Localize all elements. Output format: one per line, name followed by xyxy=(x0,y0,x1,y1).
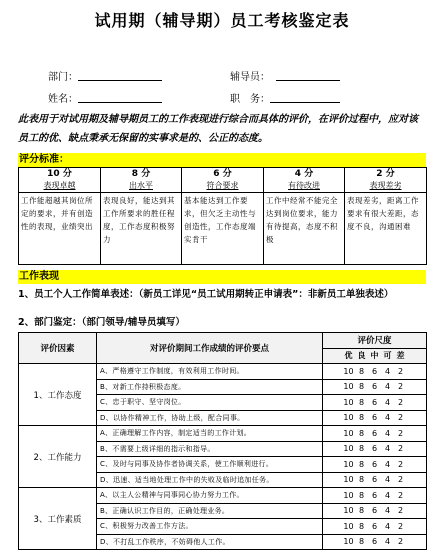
eval-point-separator: 、 xyxy=(105,522,113,531)
score-option[interactable]: 6 xyxy=(371,506,378,516)
score-option[interactable]: 8 xyxy=(358,366,365,376)
eval-point-separator: 、 xyxy=(105,506,113,515)
scale-labels xyxy=(323,348,427,364)
eval-scores xyxy=(323,441,427,457)
evaluation-table xyxy=(18,332,427,550)
eval-point xyxy=(97,472,323,488)
eval-point-text: 正确理解工作内容，制定适当的工作计划。 xyxy=(112,429,252,438)
score-option[interactable]: 10 xyxy=(343,537,354,547)
grade-header-row xyxy=(19,168,427,193)
eval-point xyxy=(97,426,323,442)
eval-point-text: 迅速、适当地处理工作中的失败及临时追加任务。 xyxy=(113,475,274,484)
eval-scores xyxy=(323,379,427,395)
eval-point-text: 严格遵守工作制度，有效利用工作时间。 xyxy=(112,367,244,376)
eval-row xyxy=(19,364,427,380)
score-option[interactable]: 10 xyxy=(343,475,354,485)
eval-point-separator: 、 xyxy=(105,460,113,469)
eval-point-letter: C xyxy=(100,460,106,469)
score-option[interactable]: 6 xyxy=(371,397,378,407)
score-option[interactable]: 4 xyxy=(384,537,391,547)
eval-point-text: 积极努力改善工作方法。 xyxy=(112,522,193,531)
section-1-text: 1、员工个人工作简单表述：（新员工详见“员工试用期转正申请表”：非新员工单独表述） xyxy=(18,289,394,300)
eval-point-separator: 、 xyxy=(105,537,114,546)
score-option[interactable]: 8 xyxy=(358,428,365,438)
eval-point-separator: 、 xyxy=(105,444,113,453)
grade-desc: 表现良好，能达到其工作所要求的胜任程度，工作态度积极努力 xyxy=(101,193,182,265)
score-option[interactable]: 10 xyxy=(343,382,354,392)
score-option[interactable]: 2 xyxy=(397,382,404,392)
score-option[interactable]: 4 xyxy=(384,521,391,531)
grade-cell-1 xyxy=(19,168,101,193)
eval-point-separator: 、 xyxy=(105,398,113,407)
grade-score: 4 分 xyxy=(294,169,314,179)
eval-point-separator: 、 xyxy=(105,491,113,500)
grade-desc-row xyxy=(19,193,427,265)
grade-name: 有待改进 xyxy=(288,181,320,190)
score-option[interactable]: 4 xyxy=(384,444,391,454)
score-option[interactable]: 6 xyxy=(371,475,378,485)
score-option[interactable]: 10 xyxy=(343,506,354,516)
eval-point-separator: 、 xyxy=(105,367,113,376)
eval-point-text: 及时与同事及协作者协调关系，使工作顺利进行。 xyxy=(112,460,274,469)
eval-point-letter: C xyxy=(100,522,106,531)
score-option[interactable]: 10 xyxy=(343,428,354,438)
position-field[interactable] xyxy=(270,90,340,103)
grade-desc: 基本能达到工作要求，但欠乏主动性与创造性，工作态度端实肯干 xyxy=(182,193,264,265)
score-option[interactable]: 10 xyxy=(343,459,354,469)
score-option[interactable]: 8 xyxy=(358,382,365,392)
score-option[interactable]: 6 xyxy=(371,366,378,376)
grading-criteria-table xyxy=(18,167,427,265)
eval-point-letter: B xyxy=(100,506,106,515)
score-option[interactable]: 2 xyxy=(397,459,404,469)
score-option[interactable]: 2 xyxy=(397,413,404,423)
score-option[interactable]: 2 xyxy=(397,490,404,500)
score-option[interactable]: 10 xyxy=(343,490,354,500)
eval-point xyxy=(97,379,323,395)
intro-text: 此表用于对试用期及辅导期员工的工作表现进行综合而具体的评价，在评价过程中，应对该员工的优、缺点秉承无保留的实事求是的、公正的态度。 xyxy=(18,114,418,144)
eval-scores xyxy=(323,457,427,473)
eval-row xyxy=(19,488,427,504)
mentor-field[interactable] xyxy=(276,68,340,81)
eval-point-letter: B xyxy=(100,444,106,453)
score-option[interactable]: 6 xyxy=(371,521,378,531)
score-option[interactable]: 2 xyxy=(397,475,404,485)
eval-point xyxy=(97,534,323,550)
score-option[interactable]: 4 xyxy=(384,490,391,500)
col-points-header: 对评价期间工作成绩的评价要点 xyxy=(97,333,323,364)
grade-score: 10 分 xyxy=(47,169,72,179)
department-label: 部门： xyxy=(48,72,78,83)
score-option[interactable]: 2 xyxy=(397,506,404,516)
score-option[interactable]: 8 xyxy=(358,413,365,423)
score-option[interactable]: 10 xyxy=(343,397,354,407)
score-option[interactable]: 10 xyxy=(343,413,354,423)
eval-scores xyxy=(323,395,427,411)
grade-name: 出水平 xyxy=(129,181,153,190)
eval-point xyxy=(97,488,323,504)
score-option[interactable]: 4 xyxy=(384,506,391,516)
eval-point-letter: B xyxy=(100,382,106,391)
eval-point-separator: 、 xyxy=(105,475,114,484)
eval-factor: 1、工作态度 xyxy=(19,364,97,426)
score-option[interactable]: 4 xyxy=(384,413,391,423)
eval-point-letter: C xyxy=(100,398,106,407)
score-option[interactable]: 4 xyxy=(384,475,391,485)
eval-factor: 2、工作能力 xyxy=(19,426,97,488)
name-field[interactable] xyxy=(78,90,162,103)
form-title: 试用期（辅导期）员工考核鉴定表 xyxy=(94,11,350,30)
grade-desc: 工作能超越其岗位所定的要求，并有创造性的表现，业绩突出 xyxy=(19,193,101,265)
eval-scores xyxy=(323,472,427,488)
eval-point xyxy=(97,457,323,473)
score-option[interactable]: 4 xyxy=(384,397,391,407)
eval-scores xyxy=(323,426,427,442)
score-option[interactable]: 8 xyxy=(358,506,365,516)
score-option[interactable]: 2 xyxy=(397,428,404,438)
col-scale-header: 评价尺度 xyxy=(323,333,427,349)
grade-name: 符合要求 xyxy=(206,181,239,190)
criteria-header: 评分标准： xyxy=(18,153,426,167)
grade-name: 表现差劣 xyxy=(369,181,402,190)
name-label: 姓名： xyxy=(48,94,78,105)
eval-point-letter: D xyxy=(100,537,106,546)
eval-point-separator: 、 xyxy=(105,413,114,422)
eval-point-text: 对新工作持积极态度。 xyxy=(112,382,186,391)
score-option[interactable]: 10 xyxy=(343,521,354,531)
grade-cell-4 xyxy=(264,168,345,193)
eval-point-text: 不打乱工作秩序，不妨碍他人工作。 xyxy=(113,537,230,546)
score-option[interactable]: 8 xyxy=(358,397,365,407)
score-option[interactable]: 8 xyxy=(358,475,365,485)
eval-point xyxy=(97,410,323,426)
mentor-label: 辅导员： xyxy=(230,72,270,83)
score-option[interactable]: 8 xyxy=(358,444,365,454)
scale-label-good: 良 xyxy=(357,351,366,361)
grade-cell-5 xyxy=(345,168,427,193)
scale-label-poor: 差 xyxy=(396,351,405,361)
eval-point-separator: 、 xyxy=(105,429,113,438)
eval-point xyxy=(97,395,323,411)
eval-point-letter: A xyxy=(100,491,106,500)
eval-scores xyxy=(323,519,427,535)
eval-header-row xyxy=(19,333,427,349)
col-factor-header: 评价因素 xyxy=(19,333,97,364)
score-option[interactable]: 6 xyxy=(371,413,378,423)
eval-factor: 3、工作素质 xyxy=(19,488,97,550)
grade-desc: 工作中经常不能完全达到岗位要求，能力有待提高，态度不积极 xyxy=(264,193,345,265)
score-option[interactable]: 6 xyxy=(371,444,378,454)
scale-label-fair: 可 xyxy=(383,351,392,361)
eval-point xyxy=(97,503,323,519)
scale-label-average: 中 xyxy=(370,351,379,361)
performance-header: 工作表现 xyxy=(18,270,426,284)
eval-scores xyxy=(323,364,427,380)
score-option[interactable]: 2 xyxy=(397,444,404,454)
score-option[interactable]: 8 xyxy=(358,537,365,547)
grade-score: 2 分 xyxy=(376,169,395,179)
score-option[interactable]: 6 xyxy=(371,459,378,469)
score-option[interactable]: 6 xyxy=(371,428,378,438)
score-option[interactable]: 2 xyxy=(397,366,404,376)
section-2-text: 2、部门鉴定：（部门领导/辅导员填写） xyxy=(18,317,185,328)
grade-score: 6 分 xyxy=(213,169,232,179)
score-option[interactable]: 6 xyxy=(371,490,378,500)
department-field[interactable] xyxy=(78,68,162,81)
eval-point-text: 不需要上级详细的指示和指导。 xyxy=(112,444,215,453)
score-option[interactable]: 10 xyxy=(343,366,354,376)
score-option[interactable]: 6 xyxy=(371,537,378,547)
grade-cell-3 xyxy=(182,168,264,193)
score-option[interactable]: 8 xyxy=(358,521,365,531)
score-option[interactable]: 4 xyxy=(384,382,391,392)
score-option[interactable]: 8 xyxy=(358,459,365,469)
eval-point-text: 以协作精神工作，协助上级，配合同事。 xyxy=(113,413,245,422)
eval-row xyxy=(19,426,427,442)
grade-name: 表现卓越 xyxy=(43,181,76,190)
eval-point xyxy=(97,519,323,535)
eval-scores xyxy=(323,534,427,550)
eval-scores xyxy=(323,488,427,504)
score-option[interactable]: 8 xyxy=(358,490,365,500)
score-option[interactable]: 2 xyxy=(397,537,404,547)
eval-scores xyxy=(323,503,427,519)
eval-point-letter: D xyxy=(100,413,106,422)
score-option[interactable]: 2 xyxy=(397,397,404,407)
eval-scores xyxy=(323,410,427,426)
score-option[interactable]: 2 xyxy=(397,521,404,531)
grade-score: 8 分 xyxy=(131,169,151,179)
score-option[interactable]: 4 xyxy=(384,459,391,469)
eval-point-text: 忠于职守、坚守岗位。 xyxy=(112,398,186,407)
score-option[interactable]: 4 xyxy=(384,428,391,438)
score-option[interactable]: 4 xyxy=(384,366,391,376)
eval-point-letter: A xyxy=(100,367,106,376)
score-option[interactable]: 10 xyxy=(343,444,354,454)
eval-point-letter: A xyxy=(100,429,106,438)
eval-point-text: 以主人公精神与同事同心协力努力工作。 xyxy=(112,491,244,500)
eval-point xyxy=(97,441,323,457)
grade-desc: 表现差劣，距离工作要求有很大差距，态度不良，沟通困难 xyxy=(345,193,427,265)
eval-point-letter: D xyxy=(100,475,106,484)
eval-point-separator: 、 xyxy=(105,382,113,391)
score-option[interactable]: 6 xyxy=(371,382,378,392)
position-label: 职 务： xyxy=(230,94,270,105)
eval-point-text: 正确认识工作目的，正确处理业务。 xyxy=(112,506,230,515)
grade-cell-2 xyxy=(101,168,182,193)
eval-point xyxy=(97,364,323,380)
scale-label-excellent: 优 xyxy=(344,351,353,361)
